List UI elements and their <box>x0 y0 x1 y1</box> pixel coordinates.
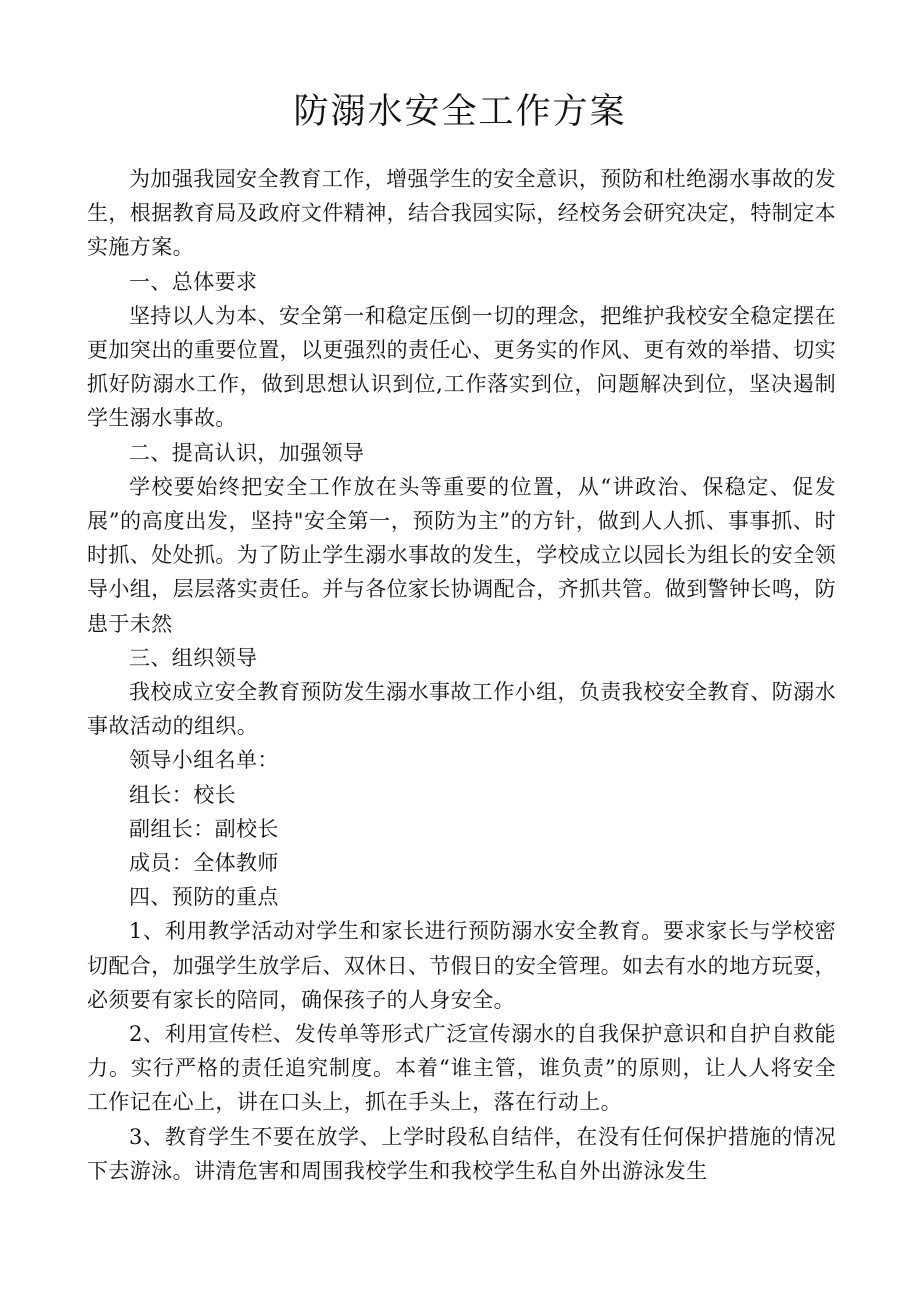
prevention-point-3: 3、教育学生不要在放学、上学时段私自结伴，在没有任何保护措施的情况下去游泳。讲清危害和周围我校学生和我校学生私自外出游泳发生 <box>87 1124 836 1183</box>
leaders-title: 领导小组名单： <box>129 748 279 773</box>
document-title: 防溺水安全工作方案 <box>293 92 627 132</box>
leader-line: 组长：校长 <box>129 782 236 807</box>
prevention-point-1: 1、利用教学活动对学生和家长进行预防溺水安全教育。要求家长与学校密切配合，加强学生放学后、双休日、节假日的安全管理。如去有水的地方玩耍，必须要有家长的陪同，确保孩子的人身安全。 <box>87 919 836 1012</box>
section-3-heading: 三、组织领导 <box>129 645 258 670</box>
section-4-heading: 四、预防的重点 <box>129 885 279 910</box>
deputy-line: 副组长：副校长 <box>129 816 279 841</box>
section-2-paragraph: 学校要始终把安全工作放在头等重要的位置，从“讲政治、保稳定、促发展”的高度出发，坚持"安全第一，预防为主”的方针，做到人人抓、事事抓、时时抓、处处抓。为了防止学生溺水事故的发生，学校成立以园长为组长的安全领导小组，层层落实责任。并与各位家长协调配合，齐抓共管。做到警钟长鸣，防患于未然 <box>87 474 836 636</box>
document-body <box>87 162 836 1188</box>
section-2-heading: 二、提高认识，加强领导 <box>129 440 365 465</box>
prevention-point-2: 2、利用宣传栏、发传单等形式广泛宣传溺水的自我保护意识和自护自救能力。实行严格的责任追究制度。本着“谁主管，谁负责”的原则，让人人将安全工作记在心上，讲在口头上，抓在手头上，落在行动上。 <box>87 1022 836 1115</box>
section-3-paragraph: 我校成立安全教育预防发生溺水事故工作小组，负责我校安全教育、防溺水事故活动的组织。 <box>87 680 836 739</box>
section-1-paragraph: 坚持以人为本、安全第一和稳定压倒一切的理念，把维护我校安全稳定摆在更加突出的重要位置，以更强烈的责任心、更务实的作风、更有效的举措、切实抓好防溺水工作，做到思想认识到位,工作落实到位，问题解决到位，坚决遏制学生溺水事故。 <box>87 303 836 431</box>
section-1-heading: 一、总体要求 <box>129 269 258 294</box>
intro-paragraph: 为加强我园安全教育工作，增强学生的安全意识，预防和杜绝溺水事故的发生，根据教育局及政府文件精神，结合我园实际，经校务会研究决定，特制定本实施方案。 <box>87 167 836 260</box>
members-line: 成员：全体教师 <box>129 851 279 876</box>
